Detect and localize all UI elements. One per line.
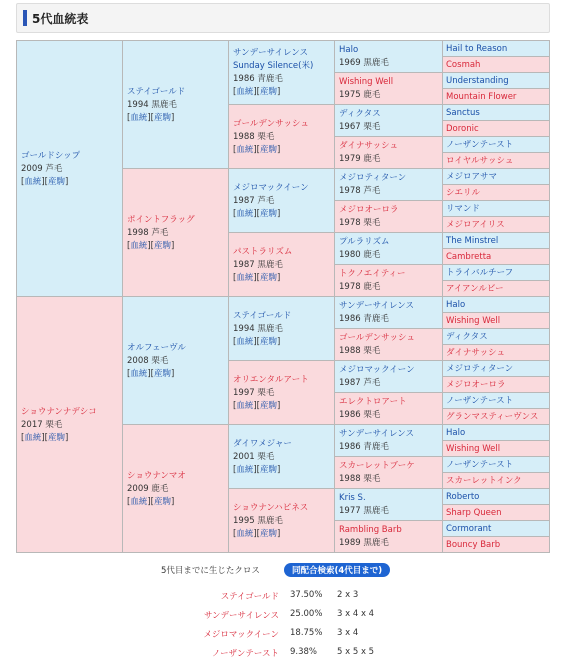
cross-horse-name[interactable]: ノーザンテースト [211,649,279,659]
horse-name[interactable]: メジロティターン [339,173,407,183]
pedigree-cell-gen4 [334,72,443,105]
pedigree-link[interactable]: 血統 [236,272,254,283]
horse-info: 1986 青鹿毛 [339,442,389,452]
pedigree-cell-gen5 [442,248,550,265]
progeny-link[interactable]: 産駒 [47,432,65,443]
horse-info: 1987 芦毛 [339,378,381,388]
pedigree-links: [血統][産駒] [127,240,175,251]
horse-info: 1988 栗毛 [339,474,381,484]
cross-horse-name[interactable]: サンデーサイレンス [203,611,279,621]
pedigree-cell-gen5 [442,56,550,73]
horse-name[interactable]: サンデーサイレンス [233,48,309,58]
horse-info: 2001 栗毛 [233,451,275,462]
horse-name[interactable]: ディクタス [446,332,488,342]
pedigree-cell-gen5 [442,472,550,489]
cross-percentage: 9.38% [290,647,318,657]
pedigree-cell-gen2 [122,168,229,297]
horse-info: 1989 黒鹿毛 [339,538,389,548]
pedigree-link[interactable]: 血統 [236,87,254,97]
pedigree-cell-gen4 [334,232,443,265]
horse-name[interactable]: ノーザンテースト [446,140,514,150]
pedigree-cell-gen4 [334,328,443,361]
horse-name[interactable]: サンデーサイレンス [339,301,415,311]
pedigree-cell-gen3 [228,296,335,361]
pedigree-cell-gen3 [228,232,335,297]
pedigree-link[interactable]: 血統 [236,144,254,155]
pedigree-cell-gen5 [442,168,550,185]
pedigree-cell-gen4 [334,488,443,521]
horse-info: 1980 鹿毛 [339,250,381,260]
horse-name[interactable]: Sanctus [446,108,480,118]
horse-name[interactable]: グランマスティーヴンス [446,412,539,422]
horse-info: 1995 黒鹿毛 [233,515,283,526]
pedigree-cell-gen5 [442,120,550,137]
same-breeding-search-button[interactable]: 同配合検索(4代目まで) [284,563,390,577]
pedigree-cell-gen5 [442,264,550,281]
horse-info: 1988 栗毛 [339,346,381,356]
horse-info: 1994 黒鹿毛 [127,99,177,110]
pedigree-cell-gen5 [442,520,550,537]
pedigree-cell-gen4 [334,424,443,457]
horse-info: 1994 黒鹿毛 [233,323,283,334]
pedigree-cell-gen1 [16,296,123,553]
pedigree-link[interactable]: 血統 [130,368,148,379]
pedigree-cell-gen5 [442,504,550,521]
pedigree-link[interactable]: 血統 [24,176,42,187]
horse-info: 2009 鹿毛 [127,483,169,494]
pedigree-cell-gen4 [334,200,443,233]
cross-generation: 3 x 4 x 4 [337,609,375,619]
horse-name-en[interactable]: Sunday Silence(米) [233,61,314,71]
progeny-link[interactable]: 産駒 [153,496,171,507]
horse-name[interactable]: シエリル [446,188,481,198]
horse-name[interactable]: ポイントフラッグ [127,214,195,225]
horse-name[interactable]: プルラリズム [339,237,390,247]
pedigree-cell-gen3 [228,104,335,169]
cross-label: 5代目までに生じたクロス [161,566,260,576]
progeny-link[interactable]: 産駒 [259,144,277,155]
pedigree-cell-gen5 [442,152,550,169]
horse-name[interactable]: Halo [339,45,359,55]
horse-name[interactable]: ステイゴールド [233,310,292,321]
horse-info: 2017 栗毛 [21,419,63,430]
pedigree-cell-gen5 [442,312,550,329]
pedigree-links: [血統][産駒] [233,400,281,411]
pedigree-cell-gen2 [122,424,229,553]
horse-info: 1978 栗毛 [339,218,381,228]
horse-name[interactable]: リマンド [446,204,480,214]
horse-name[interactable]: エレクトロアート [339,397,407,407]
pedigree-links: [血統][産駒] [233,144,281,155]
horse-name[interactable]: ロイヤルサッシュ [446,156,514,166]
pedigree-cell-gen5 [442,40,550,57]
pedigree-link[interactable]: 血統 [130,112,148,123]
horse-name[interactable]: メジロマックイーン [233,182,309,193]
pedigree-cell-gen3 [228,424,335,489]
horse-name[interactable]: Kris S. [339,493,366,503]
horse-name[interactable]: Halo [446,300,466,310]
pedigree-cell-gen3 [228,40,335,105]
cross-horse-name[interactable]: ステイゴールド [220,592,279,602]
pedigree-cell-gen5 [442,328,550,345]
pedigree-cell-gen3 [228,360,335,425]
pedigree-link[interactable]: 血統 [236,400,254,411]
horse-name[interactable]: メジロアサマ [446,172,498,182]
pedigree-cell-gen4 [334,264,443,297]
horse-name[interactable]: ショウナンマオ [127,470,186,481]
pedigree-cell-gen4 [334,360,443,393]
horse-info: 1997 栗毛 [233,387,275,398]
pedigree-cell-gen3 [228,168,335,233]
pedigree-cell-gen5 [442,232,550,249]
horse-name[interactable]: メジロマックイーン [339,365,415,375]
progeny-link[interactable]: 産駒 [259,272,277,283]
horse-name[interactable]: Mountain Flower [446,92,517,102]
pedigree-cell-gen4 [334,392,443,425]
cross-percentage: 25.00% [290,609,323,619]
progeny-link[interactable]: 産駒 [153,112,171,123]
pedigree-link[interactable]: 血統 [130,496,148,507]
cross-generation: 5 x 5 x 5 [337,647,375,657]
horse-name[interactable]: Wishing Well [446,444,501,454]
horse-name[interactable]: Halo [446,428,466,438]
progeny-link[interactable]: 産駒 [153,240,171,251]
pedigree-cell-gen2 [122,40,229,169]
pedigree-cell-gen5 [442,536,550,553]
pedigree-links: [血統][産駒] [233,208,281,219]
pedigree-links: [血統][産駒] [127,112,175,123]
horse-info: 1978 鹿毛 [339,282,381,292]
pedigree-cell-gen5 [442,72,550,89]
horse-name[interactable]: Sharp Queen [446,508,502,518]
horse-name[interactable]: オリエンタルアート [233,374,309,385]
horse-name[interactable]: スカーレットブーケ [339,461,415,471]
horse-info: 1969 黒鹿毛 [339,58,389,68]
horse-name[interactable]: ゴールデンサッシュ [339,333,415,343]
pedigree-links: [血統][産駒] [233,464,281,475]
horse-info: 1986 栗毛 [339,410,381,420]
pedigree-links: [血統][産駒] [233,528,281,539]
pedigree-links: [血統][産駒] [233,272,281,283]
horse-info: 1967 栗毛 [339,122,381,132]
pedigree-cell-gen1 [16,40,123,297]
horse-name[interactable]: ディクタス [339,109,381,119]
horse-name[interactable]: The Minstrel [446,236,499,246]
horse-name[interactable]: Cormorant [446,524,492,534]
pedigree-cell-gen5 [442,88,550,105]
horse-name[interactable]: Wishing Well [446,316,501,326]
pedigree-link[interactable]: 血統 [24,432,42,443]
pedigree-cell-gen5 [442,392,550,409]
progeny-link[interactable]: 産駒 [153,368,171,379]
horse-info: 1987 黒鹿毛 [233,259,283,270]
progeny-link[interactable]: 産駒 [47,176,65,187]
pedigree-cell-gen5 [442,184,550,201]
pedigree-cell-gen4 [334,104,443,137]
pedigree-cell-gen4 [334,296,443,329]
horse-name[interactable]: メジロアイリス [446,220,505,230]
horse-info: 1998 芦毛 [127,227,169,238]
horse-name[interactable]: Cambretta [446,252,492,262]
pedigree-cell-gen5 [442,280,550,297]
horse-name[interactable]: ゴールデンサッシュ [233,118,309,129]
horse-name[interactable]: ゴールドシップ [21,150,81,161]
pedigree-links: [血統][産駒] [21,176,69,187]
pedigree-cell-gen4 [334,136,443,169]
horse-name[interactable]: メジロオーロラ [446,380,506,390]
pedigree-cell-gen5 [442,424,550,441]
horse-name[interactable]: パストラリズム [233,246,293,257]
horse-name[interactable]: ショウナンハピネス [233,502,309,513]
horse-name[interactable]: Doronic [446,124,479,134]
header-accent-bar [23,10,27,26]
cross-percentage: 18.75% [290,628,323,638]
horse-name[interactable]: オルフェーヴル [127,342,186,353]
pedigree-links: [血統][産駒] [233,336,281,347]
pedigree-cell-gen4 [334,456,443,489]
pedigree-cell-gen5 [442,136,550,153]
horse-name[interactable]: ノーザンテースト [446,396,514,406]
pedigree-cell-gen3 [228,488,335,553]
horse-name[interactable]: スカーレットインク [446,476,522,486]
horse-info: 1986 青鹿毛 [233,74,283,84]
section-header [16,3,550,33]
progeny-link[interactable]: 産駒 [259,464,277,475]
horse-name[interactable]: Cosmah [446,60,481,70]
horse-name[interactable]: Rambling Barb [339,525,402,535]
cross-percentage: 37.50% [290,590,323,600]
horse-info: 1986 青鹿毛 [339,314,389,324]
horse-name[interactable]: サンデーサイレンス [339,429,415,439]
horse-name[interactable]: Roberto [446,492,480,502]
pedigree-links: [血統][産駒] [127,368,175,379]
progeny-link[interactable]: 産駒 [259,400,277,411]
horse-info: 1978 芦毛 [339,186,381,196]
horse-name[interactable]: ダイナサッシュ [446,348,505,358]
progeny-link[interactable]: 産駒 [259,528,277,539]
pedigree-links: [血統][産駒] [127,496,175,507]
cross-generation: 3 x 4 [337,628,359,638]
pedigree-link[interactable]: 血統 [236,464,254,475]
pedigree-cell-gen4 [334,520,443,553]
horse-info: 1988 栗毛 [233,131,275,142]
horse-name[interactable]: ショウナンナデシコ [21,406,97,417]
pedigree-cell-gen5 [442,376,550,393]
horse-info: 2008 栗毛 [127,355,169,366]
pedigree-cell-gen5 [442,216,550,233]
pedigree-cell-gen5 [442,440,550,457]
horse-name[interactable]: Hail to Reason [446,44,508,54]
pedigree-links: [血統][産駒] [233,87,281,97]
pedigree-links: [血統][産駒] [21,432,69,443]
horse-info: 1987 芦毛 [233,195,275,206]
horse-name[interactable]: Understanding [446,76,509,86]
cross-horse-name[interactable]: メジロマックイーン [203,630,279,640]
horse-info: 1977 黒鹿毛 [339,506,389,516]
cross-generation: 2 x 3 [337,590,359,600]
progeny-link[interactable]: 産駒 [259,87,277,97]
horse-name[interactable]: メジロオーロラ [339,205,399,215]
horse-name[interactable]: Bouncy Barb [446,540,501,550]
pedigree-link[interactable]: 血統 [236,336,254,347]
pedigree-cell-gen5 [442,296,550,313]
horse-info: 2009 芦毛 [21,163,63,174]
horse-info: 1979 鹿毛 [339,154,381,164]
horse-name[interactable]: Wishing Well [339,77,394,87]
pedigree-cell-gen5 [442,488,550,505]
pedigree-cell-gen5 [442,104,550,121]
horse-name[interactable]: トライバルチーフ [446,268,514,278]
pedigree-cell-gen5 [442,408,550,425]
progeny-link[interactable]: 産駒 [259,336,277,347]
pedigree-cell-gen5 [442,456,550,473]
horse-name[interactable]: ステイゴールド [127,86,186,97]
pedigree-link[interactable]: 血統 [130,240,148,251]
pedigree-cell-gen2 [122,296,229,425]
horse-name[interactable]: メジロティターン [446,364,514,374]
horse-name[interactable]: トクノエイティー [339,269,406,279]
pedigree-cell-gen4 [334,168,443,201]
section-title: 5代血統表 [32,12,89,26]
pedigree-cell-gen5 [442,200,550,217]
horse-name[interactable]: ノーザンテースト [446,460,514,470]
horse-name[interactable]: ダイナサッシュ [339,141,398,151]
progeny-link[interactable]: 産駒 [259,208,277,219]
horse-name[interactable]: アイアンルビー [446,284,504,294]
pedigree-cell-gen5 [442,344,550,361]
pedigree-link[interactable]: 血統 [236,528,254,539]
pedigree-cell-gen4 [334,40,443,73]
pedigree-link[interactable]: 血統 [236,208,254,219]
horse-info: 1975 鹿毛 [339,90,381,100]
pedigree-cell-gen5 [442,360,550,377]
horse-name[interactable]: ダイワメジャー [233,438,292,449]
